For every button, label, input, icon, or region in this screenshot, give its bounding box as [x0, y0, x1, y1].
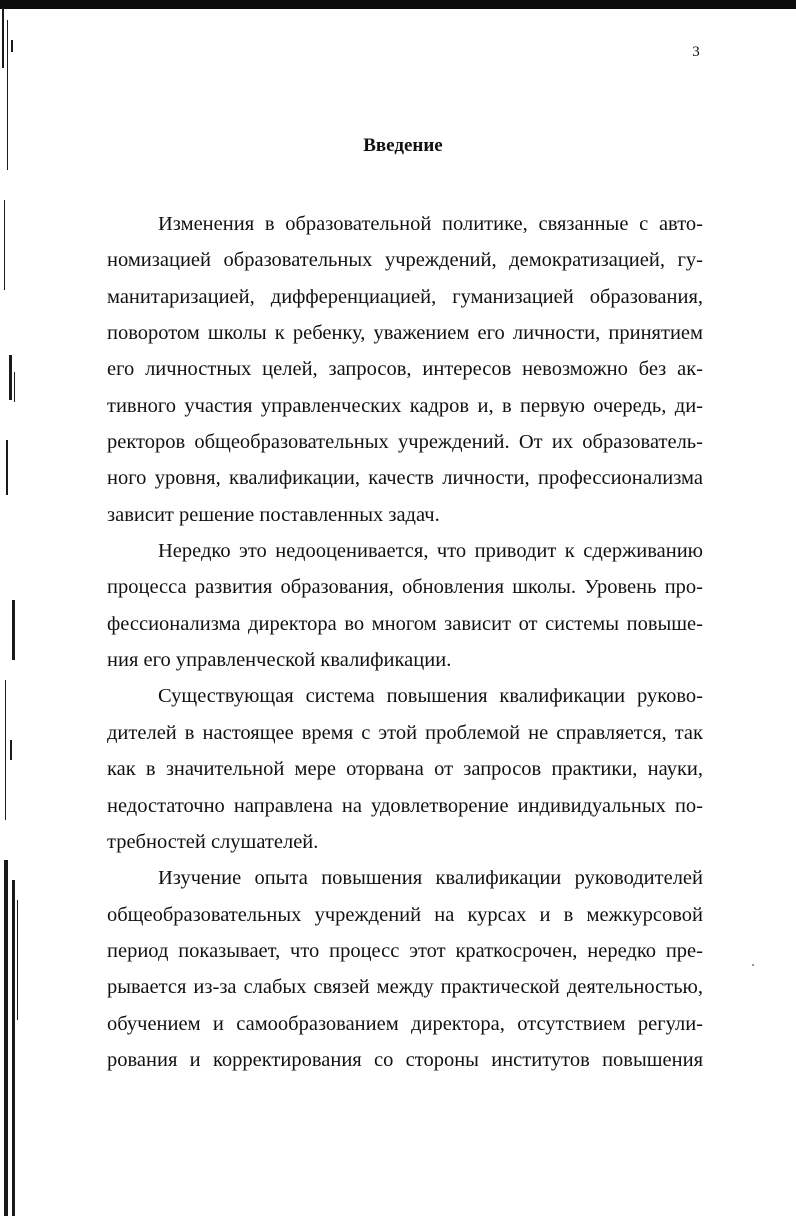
body-text — [107, 206, 703, 1078]
text-line: Изменения в образовательной политике, связанные с авто- — [158, 213, 703, 235]
text-line: номизацией образовательных учреждений, демократизацией, гу- — [107, 249, 703, 272]
text-line: тивного участия управленческих кадров и, в первую очередь, ди- — [107, 394, 703, 417]
text-line: общеобразовательных учреждений на курсах и в межкурсовой — [107, 903, 703, 926]
text-line: зависит решение поставленных задач. — [107, 503, 440, 526]
text-line: процесса развития образования, обновления школы. Уровень про- — [107, 576, 703, 599]
text-line: фессионализма директора во многом зависит от системы повыше- — [107, 612, 703, 635]
text-line: ния его управленческой квалификации. — [107, 649, 452, 672]
text-line: рования и корректирования со стороны институтов повышения — [107, 1048, 703, 1071]
scan-top-border — [0, 0, 796, 9]
scan-left-edge — [0, 0, 26, 1216]
text-line: обучением и самообразованием директора, отсутствием регули- — [107, 1012, 703, 1035]
text-line: манитаризацией, дифференциацией, гуманизацией образования, — [107, 285, 703, 308]
text-line: Существующая система повышения квалификации руково- — [158, 685, 703, 708]
text-line: Нередко это недооценивается, что приводит к сдерживанию — [158, 540, 703, 563]
scan-speck — [752, 964, 754, 966]
text-line: недостаточно направлена на удовлетворение индивидуальных по- — [107, 794, 703, 817]
text-line: дителей в настоящее время с этой проблемой не справляется, так — [107, 721, 703, 744]
text-line: рывается из-за слабых связей между практической деятельностью, — [107, 976, 703, 999]
text-line: ректоров общеобразовательных учреждений. От их образователь- — [107, 431, 703, 454]
text-line: как в значительной мере оторвана от запросов практики, науки, — [107, 758, 703, 781]
text-line: период показывает, что процесс этот краткосрочен, нередко пре- — [107, 939, 703, 962]
text-line: Изучение опыта повышения квалификации руководителей — [158, 867, 703, 890]
text-line: ного уровня, квалификации, качеств личности, профессионализма — [107, 467, 703, 490]
text-line: его личностных целей, запросов, интересов невозможно без ак- — [107, 358, 703, 381]
text-line: требностей слушателей. — [107, 830, 319, 853]
section-title: Введение — [363, 135, 443, 156]
page-number: 3 — [692, 44, 700, 60]
text-line: поворотом школы к ребенку, уважением его личности, принятием — [107, 322, 703, 345]
